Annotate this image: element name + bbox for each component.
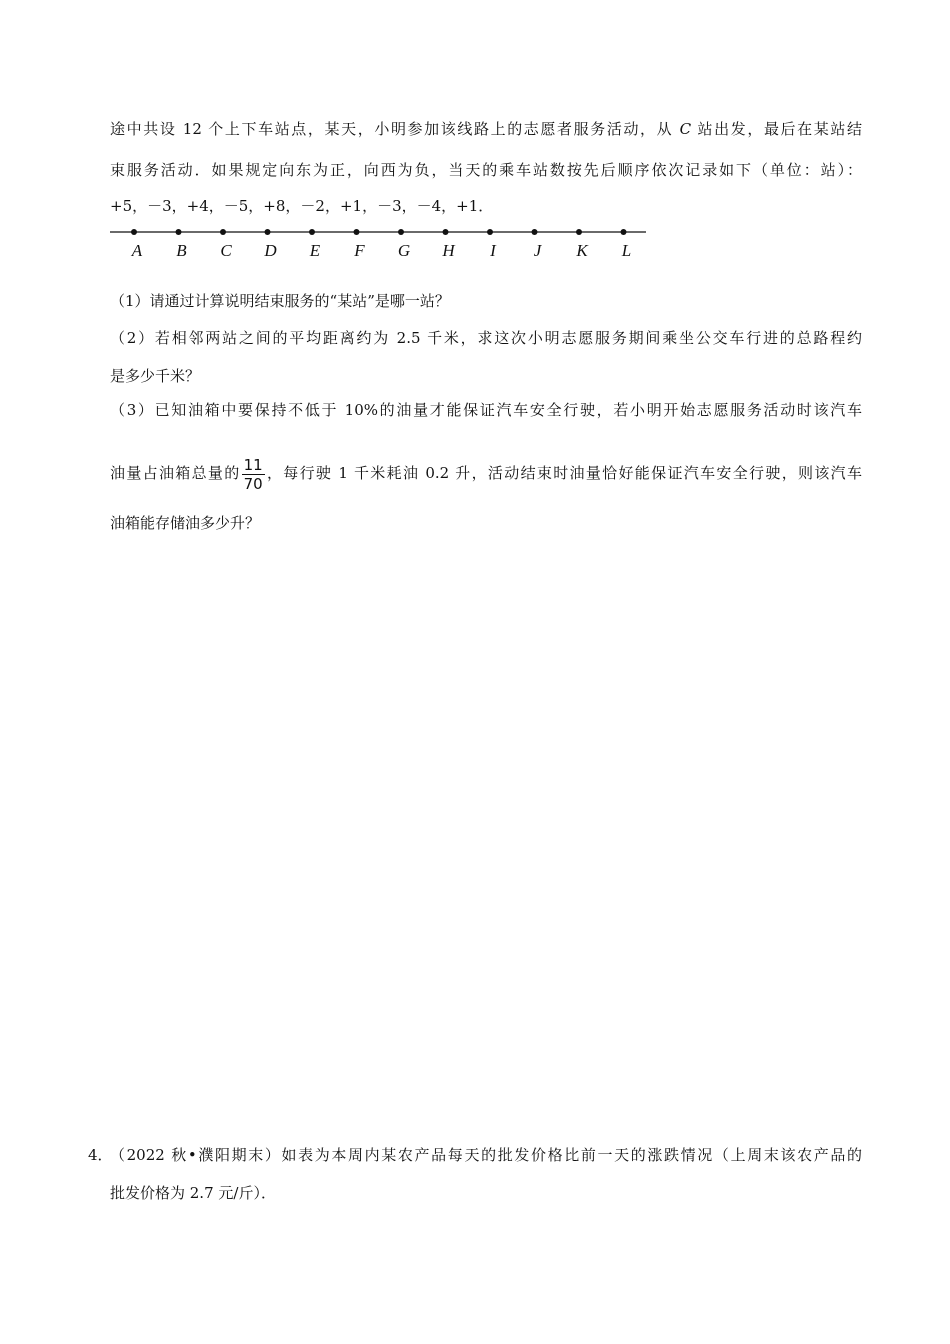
station-label-h: H: [442, 241, 455, 260]
station-dot-e: [309, 229, 315, 235]
problem-4-number: 4．: [88, 1146, 113, 1164]
station-label-i: I: [490, 241, 496, 260]
station-label-e: E: [309, 241, 321, 260]
station-label-k: K: [576, 241, 588, 260]
station-label-j: J: [533, 241, 542, 260]
station-c-label: C: [679, 120, 692, 138]
question-3-line-2: 油量占油箱总量的 $\frac{11}{70}$ ，每行驶 1 千米耗油 0.2 升，活动结束时油量恰好能保证汽车安全行驶，则该汽车: [110, 455, 862, 493]
station-dot-l: [621, 229, 627, 235]
station-label-c: C: [220, 241, 232, 260]
station-markers: [131, 229, 631, 260]
question-2-line-1: （2）若相邻两站之间的平均距离约为 2.5 千米，求这次小明志愿服务期间乘坐公交车行进的总路程约: [110, 329, 862, 347]
station-number-line: [110, 224, 650, 264]
station-dot-b: [176, 229, 182, 235]
question-3-line-3: 油箱能存储油多少升？: [110, 514, 261, 532]
problem-4-line-1: （2022 秋•濮阳期末）如表为本周内某农产品每天的批发价格比前一天的涨跌情况（上周末该农产品的: [110, 1146, 862, 1164]
station-dot-g: [398, 229, 404, 235]
station-dot-j: [532, 229, 538, 235]
intro-line-1: 途中共设 12 个上下车站点，某天，小明参加该线路上的志愿者服务活动，从 C 站出发，最后在某站结: [110, 120, 862, 138]
station-dot-d: [265, 229, 271, 235]
station-label-f: F: [354, 241, 365, 260]
record-values: +5，－3，+4，－5，+8，－2，+1，－3，－4，+1．: [110, 197, 494, 215]
station-dot-f: [354, 229, 360, 235]
question-3-line-1: （3）已知油箱中要保持不低于 10%的油量才能保证汽车安全行驶，若小明开始志愿服务活动时该汽车: [110, 401, 862, 419]
station-dot-a: [131, 229, 137, 235]
station-dot-c: [220, 229, 226, 235]
station-dot-k: [576, 229, 582, 235]
station-dot-h: [443, 229, 449, 235]
intro-line-2: 束服务活动．如果规定向东为正，向西为负，当天的乘车站数按先后顺序依次记录如下（单位：站）：: [110, 161, 862, 179]
question-1: （1）请通过计算说明结束服务的“某站”是哪一站？: [110, 292, 450, 310]
problem-4-line-2: 批发价格为 2.7 元/斤）．: [110, 1184, 276, 1202]
fraction-11-over-70: $\frac{11}{70}$: [243, 455, 263, 493]
station-label-b: B: [176, 241, 187, 260]
station-label-l: L: [621, 241, 632, 260]
question-2-line-2: 是多少千米？: [110, 367, 201, 385]
station-label-g: G: [397, 241, 411, 260]
station-dot-i: [487, 229, 493, 235]
station-label-d: D: [264, 241, 277, 260]
station-label-a: A: [131, 241, 143, 260]
